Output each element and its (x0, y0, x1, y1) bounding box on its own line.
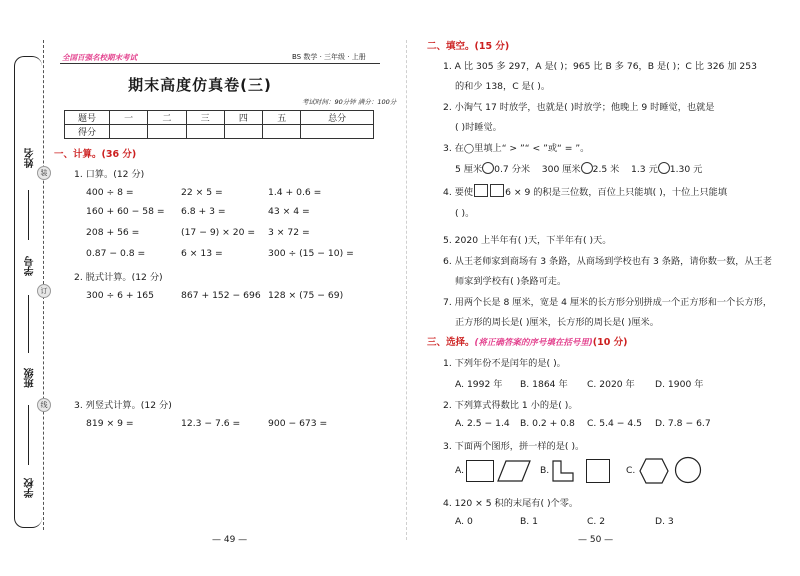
choice-option: D. 1900 年 (655, 379, 704, 390)
compare-item: 1.30 元 (669, 164, 703, 175)
step-problem: 128 × (75 − 69) (268, 290, 344, 301)
oral-problem: (17 − 9) × 20 = (181, 227, 256, 238)
section-3-title: 三、选择。 (427, 337, 475, 348)
hexagon-figure (638, 457, 670, 485)
fill-q7-line2: 正方形的周长是( )厘米，长方形的周长是( )厘米。 (455, 317, 659, 328)
score-cell: 五 (263, 111, 301, 125)
score-table (64, 110, 374, 139)
margin-label-school: 学校 (25, 478, 36, 498)
score-input-cell[interactable] (301, 125, 374, 139)
score-input-cell[interactable] (263, 125, 301, 139)
seal-zhuang: 装 (37, 166, 51, 180)
oral-problem: 300 ÷ (15 − 10) = (268, 248, 354, 259)
fill-q2-line1: 2. 小淘气 17 时放学，也就是( )时放学；他晚上 9 时睡觉，也就是 (443, 102, 715, 113)
fill-q7-line1: 7. 用两个长是 8 厘米，宽是 4 厘米的长方形分别拼成一个正方形和一个长方形， (443, 297, 773, 308)
section-3-score: (10 分) (592, 337, 628, 348)
oral-problem: 43 × 4 = (268, 206, 310, 217)
choice-option: A. 1992 年 (455, 379, 503, 390)
exam-info: 考试时间：90分钟 满分：100分 (302, 98, 397, 106)
vertical-problem: 819 × 9 = (86, 418, 134, 429)
margin-blank-class (28, 405, 29, 465)
compare-item: 0.7 分米 (494, 164, 531, 175)
fill-q6-line2: 师家到学校有( )条路可走。 (455, 276, 567, 287)
choice-option: B. (540, 465, 550, 476)
margin-label-name: 姓名 (25, 148, 36, 168)
question-2-title: 2. 脱式计算。(12 分) (74, 272, 163, 283)
page-divider (406, 40, 407, 540)
question-3-title: 3. 列竖式计算。(12 分) (74, 400, 172, 411)
score-cell: 四 (224, 111, 262, 125)
choice-option: C. 2020 年 (587, 379, 635, 390)
edition-info: BS 数学 · 三年级 · 上册 (292, 53, 366, 61)
oral-problem: 3 × 72 = (268, 227, 310, 238)
score-cell: 得分 (65, 125, 110, 139)
compare-item: 2.5 米 (592, 164, 620, 175)
choice-option: D. 7.8 − 6.7 (655, 418, 711, 429)
score-table-score-row (65, 125, 374, 139)
fill-q2-line2: ( )时睡觉。 (455, 122, 502, 133)
choice-option: C. 2 (587, 516, 606, 527)
score-cell: 二 (148, 111, 186, 125)
score-input-cell[interactable] (224, 125, 262, 139)
score-cell: 三 (186, 111, 224, 125)
circle-figure (674, 456, 702, 484)
oral-problem: 22 × 5 = (181, 187, 223, 198)
compare-item: 1.3 元 (631, 164, 658, 175)
page-number-right: — 50 — (578, 535, 614, 545)
step-problem: 867 + 152 − 696 (181, 290, 261, 301)
compare-circle[interactable] (482, 162, 494, 174)
oral-problem: 160 + 60 − 58 = (86, 206, 165, 217)
square-figure (586, 459, 610, 483)
fill-q1-line2: 的和少 138，C 是( )。 (455, 81, 551, 92)
score-cell: 总分 (301, 111, 374, 125)
page-title: 期末高度仿真卷(三) (128, 76, 272, 94)
fill-q4-line2: ( )。 (455, 208, 475, 219)
fill-q3-title: 3. 在◯里填上“ > ”“ < ”或“ = ”。 (443, 143, 590, 154)
series-name: 全国百强名校期末考试 (62, 53, 137, 62)
score-input-cell[interactable] (148, 125, 186, 139)
digit-box[interactable] (474, 184, 488, 197)
margin-blank-student-id (28, 295, 29, 353)
choice-option: C. (626, 465, 636, 476)
margin-label-student-id: 学号 (25, 256, 36, 276)
fill-q4-prefix: 4. 要使 (443, 187, 474, 198)
vertical-problem: 900 − 673 = (268, 418, 328, 429)
section-2-title: 二、填空。(15 分) (427, 41, 510, 52)
section-3-heading (427, 334, 628, 348)
margin-label-class: 班级 (25, 368, 36, 388)
oral-problem: 208 + 56 = (86, 227, 140, 238)
fill-q1-line1: 1. A 比 305 多 297，A 是( )；965 比 B 多 76，B 是( )；C 比 326 加 253 (443, 61, 757, 72)
choice-option: B. 1 (520, 516, 538, 527)
oral-problem: 400 ÷ 8 = (86, 187, 134, 198)
choice-option: A. 0 (455, 516, 473, 527)
compare-row (455, 161, 702, 175)
choice-option: D. 3 (655, 516, 674, 527)
compare-circle[interactable] (581, 162, 593, 174)
digit-box[interactable] (490, 184, 504, 197)
vertical-problem: 12.3 − 7.6 = (181, 418, 241, 429)
header-rule (60, 63, 380, 64)
section-3-note: (将正确答案的序号填在括号里) (474, 338, 593, 348)
fill-q4-line1 (443, 184, 727, 198)
l-shape-figure (551, 459, 575, 483)
score-table-header-row (65, 111, 374, 125)
rectangle-figure (466, 460, 494, 482)
choice-option: B. 1864 年 (520, 379, 568, 390)
choice-q4: 4. 120 × 5 积的末尾有( )个零。 (443, 498, 579, 509)
compare-item: 300 厘米 (541, 164, 581, 175)
seal-xian: 线 (37, 398, 51, 412)
page-number-left: — 49 — (212, 535, 248, 545)
choice-q3: 3. 下面两个图形，拼一样的是( )。 (443, 441, 585, 452)
choice-q1: 1. 下列年份不是闰年的是( )。 (443, 358, 566, 369)
section-1-title: 一、计算。(36 分) (54, 149, 137, 160)
choice-q2: 2. 下列算式得数比 1 小的是( )。 (443, 400, 578, 411)
question-1-title: 1. 口算。(12 分) (74, 169, 145, 180)
parallelogram-figure (496, 459, 532, 483)
fill-q5: 5. 2020 上半年有( )天，下半年有( )天。 (443, 235, 612, 246)
oral-problem: 6 × 13 = (181, 248, 223, 259)
fill-q6-line1: 6. 从王老师家到商场有 3 条路，从商场到学校也有 3 条路，请你数一数，从王老 (443, 256, 773, 267)
oral-problem: 0.87 − 0.8 = (86, 248, 146, 259)
score-input-cell[interactable] (186, 125, 224, 139)
choice-option: B. 0.2 + 0.8 (520, 418, 575, 429)
compare-item: 5 厘米 (455, 164, 483, 175)
choice-option: A. (455, 465, 465, 476)
step-problem: 300 ÷ 6 + 165 (86, 290, 154, 301)
margin-blank-name (28, 190, 29, 240)
oral-problem: 1.4 + 0.6 = (268, 187, 322, 198)
choice-option: C. 5.4 − 4.5 (587, 418, 643, 429)
score-cell: 题号 (65, 111, 110, 125)
seal-ding: 订 (37, 284, 51, 298)
compare-circle[interactable] (658, 162, 670, 174)
oral-problem: 6.8 + 3 = (181, 206, 226, 217)
choice-option: A. 2.5 − 1.4 (455, 418, 510, 429)
score-input-cell[interactable] (110, 125, 148, 139)
fill-q4-suffix: 6 × 9 的积是三位数，百位上只能填( )，十位上只能填 (505, 187, 728, 198)
score-cell: 一 (110, 111, 148, 125)
